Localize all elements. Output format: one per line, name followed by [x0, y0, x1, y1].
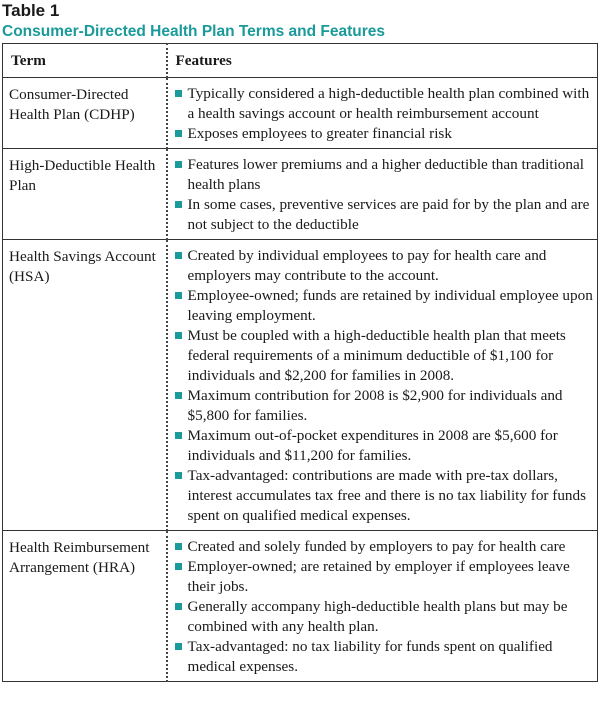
- square-bullet-icon: [175, 472, 182, 479]
- list-item: [174, 246, 594, 286]
- table-title: Consumer-Directed Health Plan Terms and Features: [2, 23, 386, 40]
- list-item: [174, 84, 594, 124]
- list-item: [174, 326, 594, 386]
- row-term: Consumer-Directed Health Plan (CDHP): [3, 78, 167, 149]
- feature-text: Generally accompany high-deductible health plans but may be combined with any health plan.: [187, 598, 568, 635]
- row-term: High-Deductible Health Plan: [3, 149, 167, 240]
- list-item: [174, 426, 594, 466]
- square-bullet-icon: [175, 432, 182, 439]
- square-bullet-icon: [175, 130, 182, 137]
- square-bullet-icon: [175, 603, 182, 610]
- list-item: [174, 195, 594, 235]
- list-item: [174, 557, 594, 597]
- header-row: [3, 44, 598, 78]
- square-bullet-icon: [175, 201, 182, 208]
- square-bullet-icon: [175, 90, 182, 97]
- header-features: Features: [167, 44, 598, 78]
- list-item: [174, 537, 594, 557]
- row-features: [167, 149, 598, 240]
- row-features: [167, 531, 598, 682]
- feature-text: Tax-advantaged: no tax liability for funds spent on qualified medical expenses.: [187, 638, 553, 675]
- feature-text: Created by individual employees to pay for health care and employers may contribute to the account.: [187, 247, 547, 284]
- row-features: [167, 240, 598, 531]
- list-item: [174, 155, 594, 195]
- feature-text: Maximum contribution for 2008 is $2,900 for individuals and $5,800 for families.: [187, 387, 563, 424]
- feature-text: Created and solely funded by employers to pay for health care: [187, 538, 566, 555]
- list-item: [174, 124, 594, 144]
- feature-text: Employer-owned; are retained by employer if employees leave their jobs.: [187, 558, 570, 595]
- features-list: [174, 84, 594, 144]
- feature-text: Features lower premiums and a higher deductible than traditional health plans: [187, 156, 584, 193]
- square-bullet-icon: [175, 161, 182, 168]
- table-body: [3, 78, 598, 682]
- square-bullet-icon: [175, 292, 182, 299]
- feature-text: Must be coupled with a high-deductible health plan that meets federal requirements of a minimum deductible of $1,100 for individuals and $2,200 for families in 2008.: [187, 327, 566, 384]
- square-bullet-icon: [175, 252, 182, 259]
- row-term: Health Reimbursement Arrangement (HRA): [3, 531, 167, 682]
- feature-text: In some cases, preventive services are paid for by the plan and are not subject to the deductible: [187, 196, 590, 233]
- list-item: [174, 286, 594, 326]
- list-item: [174, 466, 594, 526]
- features-list: [174, 246, 594, 526]
- list-item: [174, 386, 594, 426]
- list-item: [174, 637, 594, 677]
- terms-table: [2, 43, 598, 682]
- square-bullet-icon: [175, 643, 182, 650]
- table-label: Table 1: [2, 1, 60, 20]
- table-row: [3, 240, 598, 531]
- row-term: Health Savings Account (HSA): [3, 240, 167, 531]
- table-row: [3, 78, 598, 149]
- features-list: [174, 537, 594, 677]
- square-bullet-icon: [175, 332, 182, 339]
- table-row: [3, 531, 598, 682]
- list-item: [174, 597, 594, 637]
- feature-text: Maximum out-of-pocket expenditures in 2008 are $5,600 for individuals and $11,200 for families.: [187, 427, 558, 464]
- feature-text: Employee-owned; funds are retained by individual employee upon leaving employment.: [187, 287, 593, 324]
- square-bullet-icon: [175, 543, 182, 550]
- table-row: [3, 149, 598, 240]
- square-bullet-icon: [175, 392, 182, 399]
- feature-text: Exposes employees to greater financial risk: [187, 125, 452, 142]
- feature-text: Typically considered a high-deductible health plan combined with a health savings account or health reimbursement account: [187, 85, 590, 122]
- row-features: [167, 78, 598, 149]
- feature-text: Tax-advantaged: contributions are made with pre-tax dollars, interest accumulates tax free and there is no tax liability for funds spent on qualified medical expenses.: [187, 467, 587, 524]
- header-term: Term: [3, 44, 167, 78]
- square-bullet-icon: [175, 563, 182, 570]
- features-list: [174, 155, 594, 235]
